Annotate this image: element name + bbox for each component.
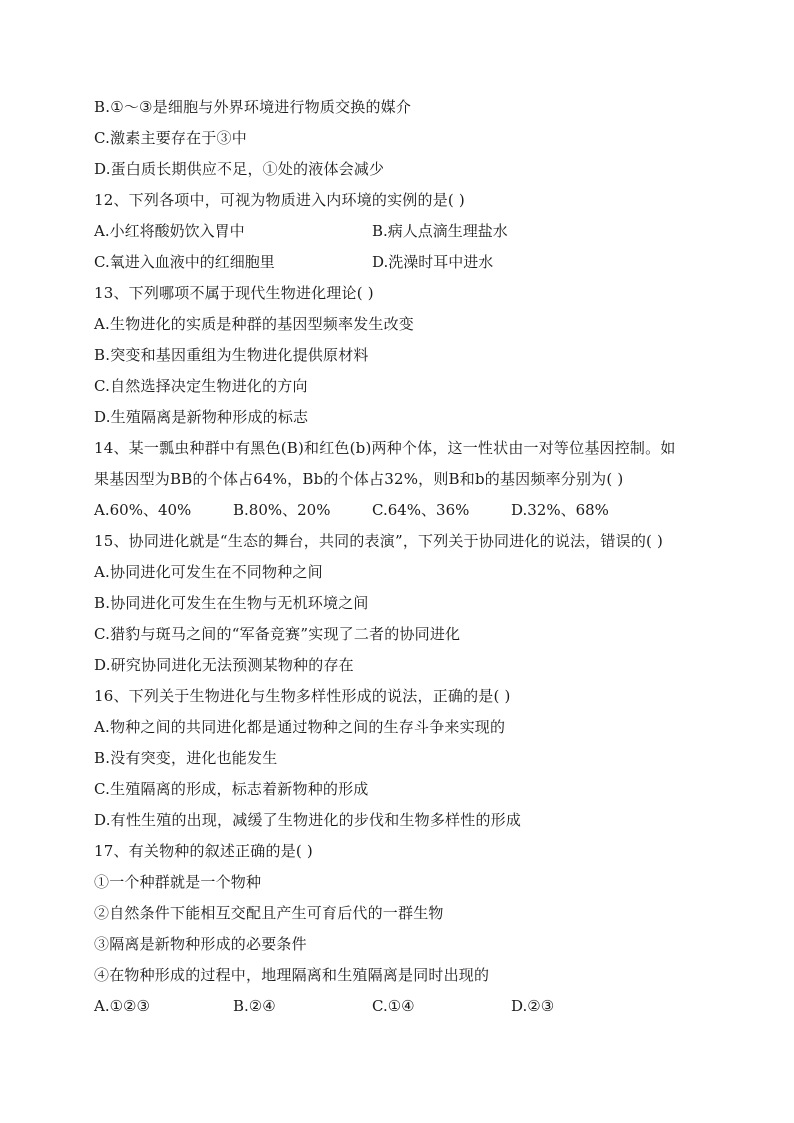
- q15-stem: 15、协同进化就是“生态的舞台，共同的表演”，下列关于协同进化的说法，错误的( ): [94, 532, 664, 550]
- q15-option-d: D.研究协同进化无法预测某物种的存在: [94, 656, 354, 674]
- q17-option-a: A.①②③: [94, 997, 150, 1015]
- q11-option-c: C.激素主要存在于③中: [94, 129, 247, 147]
- q16-option-d: D.有性生殖的出现，减缓了生物进化的步伐和生物多样性的形成: [94, 811, 522, 829]
- q14-stem-line-2: 果基因型为BB的个体占64%，Bb的个体占32%，则B和b的基因频率分别为( ): [94, 470, 624, 488]
- question-list: [94, 92, 704, 1022]
- q12-option-d: D.洗澡时耳中进水: [372, 253, 494, 271]
- q16-option-c: C.生殖隔离的形成，标志着新物种的形成: [94, 780, 369, 798]
- q12-options-row-2: [94, 247, 704, 278]
- q17-stem: 17、有关物种的叙述正确的是( ): [94, 842, 313, 860]
- q12-stem: 12、下列各项中，可视为物质进入内环境的实例的是( ): [94, 191, 465, 209]
- q12-option-c: C.氧进入血液中的红细胞里: [94, 253, 275, 271]
- q14-option-c: C.64%、36%: [372, 501, 470, 519]
- q16-stem: 16、下列关于生物进化与生物多样性形成的说法，正确的是( ): [94, 687, 511, 705]
- q13-option-c: C.自然选择决定生物进化的方向: [94, 377, 308, 395]
- q14-options-row: [94, 495, 704, 526]
- q13-option-b: B.突变和基因重组为生物进化提供原材料: [94, 346, 369, 364]
- q15-option-a: A.协同进化可发生在不同物种之间: [94, 563, 323, 581]
- q13-option-a: A.生物进化的实质是种群的基因型频率发生改变: [94, 315, 415, 333]
- q14-option-d: D.32%、68%: [511, 501, 609, 519]
- q14-stem-line-1: 14、某一瓢虫种群中有黑色(B)和红色(b)两种个体，这一性状由一对等位基因控制。如: [94, 439, 676, 457]
- q11-option-b: B.①～③是细胞与外界环境进行物质交换的媒介: [94, 98, 412, 116]
- q12-option-a: A.小红将酸奶饮入胃中: [94, 222, 245, 240]
- q15-option-c: C.猎豹与斑马之间的“军备竞赛”实现了二者的协同进化: [94, 625, 461, 643]
- q17-option-d: D.②③: [511, 997, 555, 1015]
- q17-statement-1: ①一个种群就是一个物种: [94, 873, 262, 891]
- q17-options-row: [94, 991, 704, 1022]
- q12-option-b: B.病人点滴生理盐水: [372, 222, 508, 240]
- q11-option-d: D.蛋白质长期供应不足，①处的液体会减少: [94, 160, 385, 178]
- q14-option-b: B.80%、20%: [233, 501, 331, 519]
- q16-option-a: A.物种之间的共同进化都是通过物种之间的生存斗争来实现的: [94, 718, 506, 736]
- q17-statement-3: ③隔离是新物种形成的必要条件: [94, 935, 307, 953]
- q17-statement-4: ④在物种形成的过程中，地理隔离和生殖隔离是同时出现的: [94, 966, 490, 984]
- q13-stem: 13、下列哪项不属于现代生物进化理论( ): [94, 284, 374, 302]
- q12-options-row-1: [94, 216, 704, 247]
- q17-option-c: C.①④: [372, 997, 415, 1015]
- q15-option-b: B.协同进化可发生在生物与无机环境之间: [94, 594, 369, 612]
- q13-option-d: D.生殖隔离是新物种形成的标志: [94, 408, 309, 426]
- q14-option-a: A.60%、40%: [94, 501, 192, 519]
- q17-option-b: B.②④: [233, 997, 276, 1015]
- q17-statement-2: ②自然条件下能相互交配且产生可育后代的一群生物: [94, 904, 444, 922]
- q16-option-b: B.没有突变，进化也能发生: [94, 749, 278, 767]
